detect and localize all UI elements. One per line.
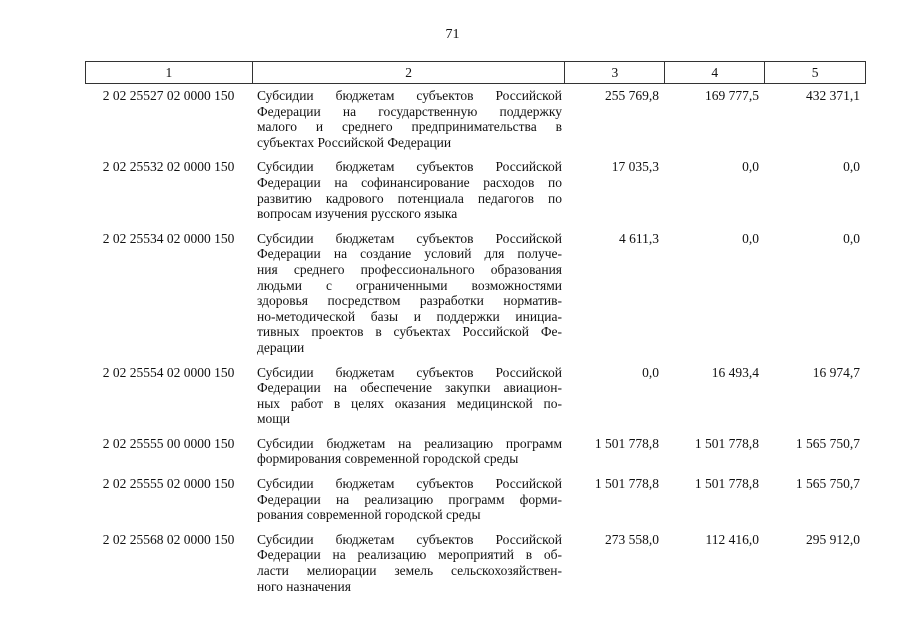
column-header-2: 2: [253, 62, 566, 83]
budget-code: 2 02 25555 02 0000 150: [102, 476, 235, 492]
description-line: дерации: [257, 339, 305, 355]
amount-year-2: 169 777,5: [705, 88, 759, 103]
description: [252, 88, 565, 150]
amount-year-3: 16 974,7: [812, 364, 860, 380]
description-line: ного назначения: [257, 578, 351, 594]
amount-year-3: 1 565 750,7: [795, 476, 860, 492]
amount-year-1: 1 501 778,8: [594, 435, 659, 451]
amount-year-3: 1 565 750,7: [795, 435, 860, 451]
description-line: но-методической базы и поддержки инициа-: [257, 308, 562, 324]
description-line: субъектах Российской Федерации: [257, 134, 452, 150]
description-line: Субсидии бюджетам субъектов Российской: [257, 364, 562, 380]
description-line: здоровья посредством разработки норматив-: [257, 293, 562, 309]
description-line: Субсидии бюджетам субъектов Российской: [257, 476, 562, 492]
budget-code: 2 02 25554 02 0000 150: [102, 364, 235, 380]
amount-year-2: 1 501 778,8: [694, 476, 759, 492]
amount-year-2: 112 416,0: [705, 531, 759, 547]
amount-year-2: 0,0: [742, 230, 759, 246]
description-line: Субсидии бюджетам на реализацию программ: [257, 435, 562, 451]
description-line: мощи: [257, 411, 290, 427]
amount-year-3: 0,0: [843, 230, 860, 246]
description: [252, 436, 565, 467]
description-line: тивных проектов в субъектах Российской Фе-: [257, 324, 562, 340]
description-line: Федерации на софинансирование расходов по: [257, 174, 562, 190]
description-line: малого и среднего предпринимательства в: [257, 119, 562, 135]
description: [252, 159, 565, 221]
description-line: Субсидии бюджетам субъектов Российской: [257, 88, 562, 103]
budget-code: 2 02 25532 02 0000 150: [102, 159, 235, 175]
description-line: формирования современной городской среды: [257, 451, 519, 467]
description-line: развитию кадрового потенциала педагогов по: [257, 190, 562, 206]
budget-code: 2 02 25568 02 0000 150: [102, 531, 235, 547]
description-line: Федерации на государственную поддержку: [257, 103, 562, 119]
budget-code: 2 02 25555 00 0000 150: [102, 435, 235, 451]
description-line: рования современной городской среды: [257, 507, 481, 523]
table-row: [85, 88, 866, 150]
table-row: [85, 231, 866, 356]
amount-year-1: 1 501 778,8: [594, 476, 659, 492]
column-header-1: 1: [86, 62, 253, 83]
amount-year-3: 432 371,1: [806, 88, 860, 103]
table-header-row: [85, 61, 866, 84]
amount-year-2: 0,0: [742, 159, 759, 175]
description-line: Субсидии бюджетам субъектов Российской: [257, 230, 562, 246]
column-header-4: 4: [665, 62, 765, 83]
page-number: 71: [445, 27, 460, 42]
amount-year-1: 255 769,8: [605, 88, 659, 103]
budget-code: 2 02 25527 02 0000 150: [102, 88, 235, 103]
budget-table: [85, 61, 866, 594]
column-header-5: 5: [765, 62, 866, 83]
description: [252, 231, 565, 356]
description: [252, 365, 565, 427]
amount-year-3: 0,0: [843, 159, 860, 175]
amount-year-1: 4 611,3: [619, 230, 659, 246]
table-row: [85, 532, 866, 594]
table-body: [85, 88, 866, 594]
table-row: [85, 159, 866, 221]
amount-year-1: 273 558,0: [605, 531, 659, 547]
description-line: ния среднего профессионального образования: [257, 261, 562, 277]
table-row: [85, 476, 866, 523]
amount-year-1: 0,0: [642, 364, 659, 380]
description-line: Федерации на реализацию мероприятий в об-: [257, 547, 562, 563]
description: [252, 476, 565, 523]
description-line: вопросам изучения русского языка: [257, 206, 458, 222]
description: [252, 532, 565, 594]
description-line: Субсидии бюджетам субъектов Российской: [257, 159, 562, 175]
description-line: Субсидии бюджетам субъектов Российской: [257, 531, 562, 547]
table-row: [85, 436, 866, 467]
amount-year-2: 16 493,4: [711, 364, 759, 380]
table-row: [85, 365, 866, 427]
amount-year-3: 295 912,0: [806, 531, 860, 547]
description-line: людьми с ограниченными возможностями: [257, 277, 562, 293]
description-line: Федерации на создание условий для получе-: [257, 246, 562, 262]
description-line: ласти мелиорации земель сельскохозяйствен-: [257, 563, 562, 579]
description-line: ных работ в целях оказания медицинской по-: [257, 395, 562, 411]
budget-code: 2 02 25534 02 0000 150: [102, 230, 235, 246]
description-line: Федерации на обеспечение закупки авиацион-: [257, 380, 562, 396]
description-line: Федерации на реализацию программ форми-: [257, 491, 562, 507]
column-header-3: 3: [565, 62, 665, 83]
amount-year-1: 17 035,3: [611, 159, 659, 175]
amount-year-2: 1 501 778,8: [694, 435, 759, 451]
